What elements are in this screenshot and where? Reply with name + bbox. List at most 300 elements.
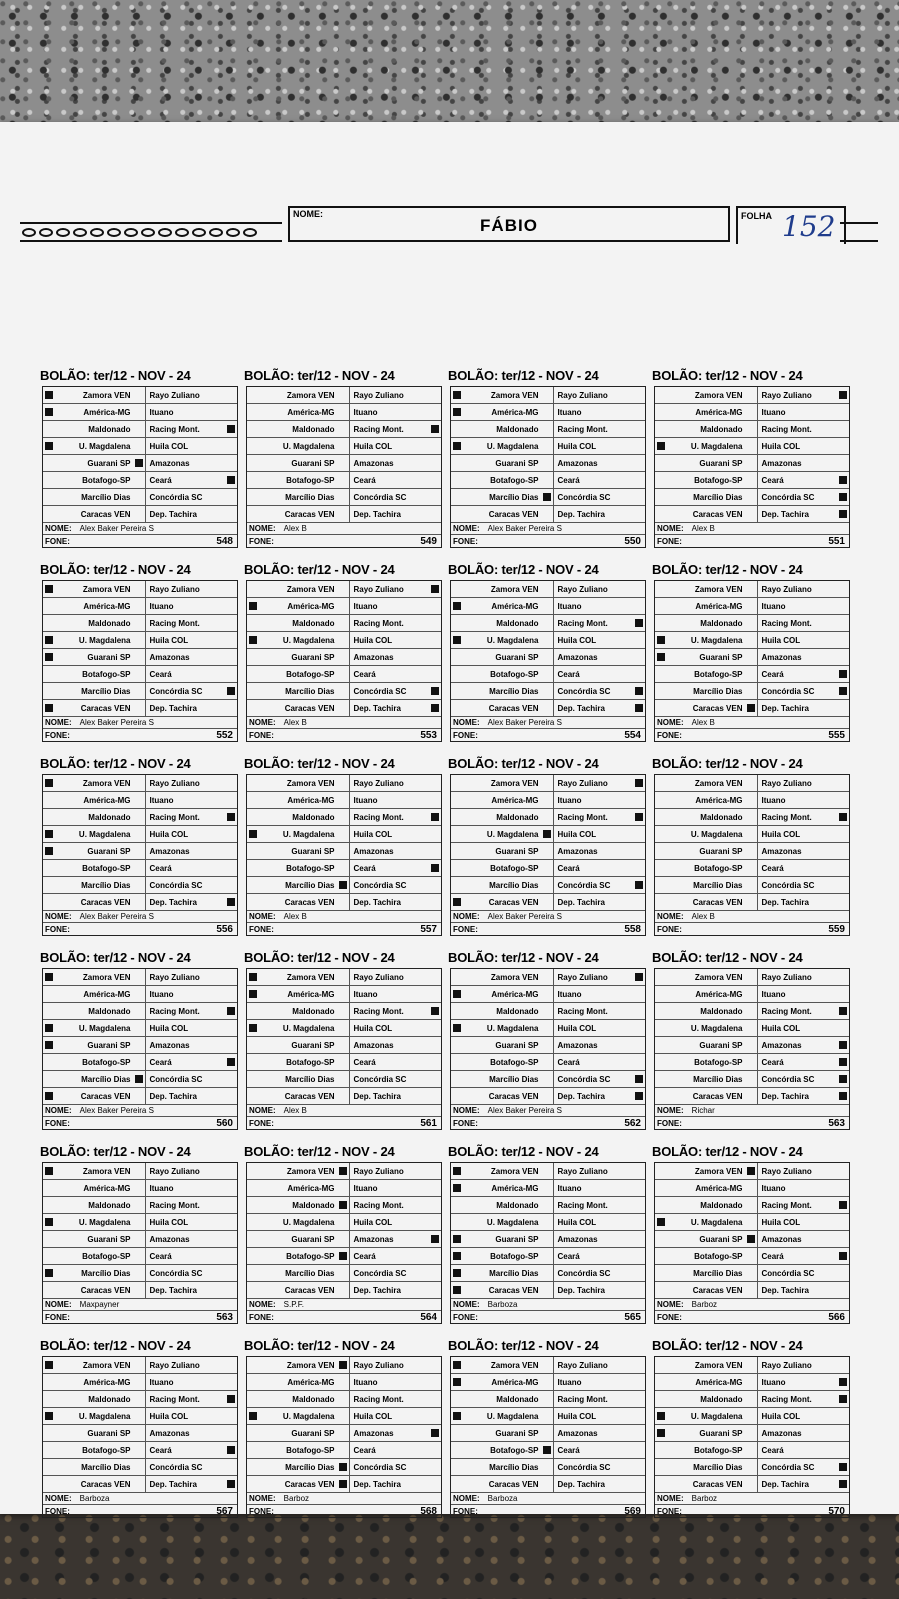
draw-checkbox[interactable] <box>747 813 755 821</box>
home-win-checkbox[interactable] <box>657 653 665 661</box>
home-win-checkbox[interactable] <box>249 973 257 981</box>
away-win-checkbox[interactable] <box>227 1058 235 1066</box>
home-win-checkbox[interactable] <box>249 1463 257 1471</box>
home-win-checkbox[interactable] <box>657 1058 665 1066</box>
home-win-checkbox[interactable] <box>657 1269 665 1277</box>
away-win-checkbox[interactable] <box>839 1058 847 1066</box>
draw-checkbox[interactable] <box>339 1361 347 1369</box>
home-win-checkbox[interactable] <box>249 1378 257 1386</box>
away-win-checkbox[interactable] <box>839 1201 847 1209</box>
home-win-checkbox[interactable] <box>657 813 665 821</box>
away-win-checkbox[interactable] <box>227 1429 235 1437</box>
home-win-checkbox[interactable] <box>249 1041 257 1049</box>
draw-checkbox[interactable] <box>747 796 755 804</box>
away-win-checkbox[interactable] <box>839 602 847 610</box>
home-win-checkbox[interactable] <box>453 881 461 889</box>
away-win-checkbox[interactable] <box>227 1446 235 1454</box>
home-win-checkbox[interactable] <box>45 1041 53 1049</box>
home-win-checkbox[interactable] <box>453 847 461 855</box>
home-win-checkbox[interactable] <box>657 493 665 501</box>
home-win-checkbox[interactable] <box>45 990 53 998</box>
away-win-checkbox[interactable] <box>839 476 847 484</box>
home-win-checkbox[interactable] <box>657 779 665 787</box>
draw-checkbox[interactable] <box>135 1092 143 1100</box>
draw-checkbox[interactable] <box>135 881 143 889</box>
home-win-checkbox[interactable] <box>45 1235 53 1243</box>
away-win-checkbox[interactable] <box>635 1480 643 1488</box>
draw-checkbox[interactable] <box>543 1463 551 1471</box>
away-win-checkbox[interactable] <box>431 1235 439 1243</box>
away-win-checkbox[interactable] <box>431 898 439 906</box>
home-win-checkbox[interactable] <box>249 670 257 678</box>
draw-checkbox[interactable] <box>543 1235 551 1243</box>
draw-checkbox[interactable] <box>339 1429 347 1437</box>
draw-checkbox[interactable] <box>543 1429 551 1437</box>
draw-checkbox[interactable] <box>543 602 551 610</box>
home-win-checkbox[interactable] <box>453 619 461 627</box>
draw-checkbox[interactable] <box>135 1286 143 1294</box>
away-win-checkbox[interactable] <box>839 510 847 518</box>
home-win-checkbox[interactable] <box>453 1075 461 1083</box>
away-win-checkbox[interactable] <box>635 1041 643 1049</box>
away-win-checkbox[interactable] <box>227 1286 235 1294</box>
away-win-checkbox[interactable] <box>635 1429 643 1437</box>
home-win-checkbox[interactable] <box>657 510 665 518</box>
home-win-checkbox[interactable] <box>453 898 461 906</box>
home-win-checkbox[interactable] <box>45 1201 53 1209</box>
home-win-checkbox[interactable] <box>657 973 665 981</box>
draw-checkbox[interactable] <box>339 1446 347 1454</box>
home-win-checkbox[interactable] <box>453 585 461 593</box>
away-win-checkbox[interactable] <box>227 585 235 593</box>
home-win-checkbox[interactable] <box>45 1378 53 1386</box>
home-win-checkbox[interactable] <box>45 1007 53 1015</box>
home-win-checkbox[interactable] <box>249 391 257 399</box>
draw-checkbox[interactable] <box>135 990 143 998</box>
home-win-checkbox[interactable] <box>249 1058 257 1066</box>
draw-checkbox[interactable] <box>543 1412 551 1420</box>
draw-checkbox[interactable] <box>135 636 143 644</box>
draw-checkbox[interactable] <box>747 1218 755 1226</box>
away-win-checkbox[interactable] <box>839 1429 847 1437</box>
draw-checkbox[interactable] <box>135 442 143 450</box>
draw-checkbox[interactable] <box>747 973 755 981</box>
away-win-checkbox[interactable] <box>227 1463 235 1471</box>
draw-checkbox[interactable] <box>747 653 755 661</box>
draw-checkbox[interactable] <box>747 1463 755 1471</box>
draw-checkbox[interactable] <box>135 1252 143 1260</box>
draw-checkbox[interactable] <box>339 1167 347 1175</box>
draw-checkbox[interactable] <box>543 510 551 518</box>
draw-checkbox[interactable] <box>339 1269 347 1277</box>
home-win-checkbox[interactable] <box>453 653 461 661</box>
home-win-checkbox[interactable] <box>249 476 257 484</box>
away-win-checkbox[interactable] <box>227 1395 235 1403</box>
away-win-checkbox[interactable] <box>635 442 643 450</box>
home-win-checkbox[interactable] <box>45 1024 53 1032</box>
away-win-checkbox[interactable] <box>839 1024 847 1032</box>
away-win-checkbox[interactable] <box>635 1184 643 1192</box>
home-win-checkbox[interactable] <box>45 1463 53 1471</box>
away-win-checkbox[interactable] <box>227 1007 235 1015</box>
draw-checkbox[interactable] <box>747 1041 755 1049</box>
away-win-checkbox[interactable] <box>431 1269 439 1277</box>
away-win-checkbox[interactable] <box>839 585 847 593</box>
away-win-checkbox[interactable] <box>431 881 439 889</box>
away-win-checkbox[interactable] <box>635 1218 643 1226</box>
home-win-checkbox[interactable] <box>45 1429 53 1437</box>
draw-checkbox[interactable] <box>543 1252 551 1260</box>
away-win-checkbox[interactable] <box>431 1446 439 1454</box>
home-win-checkbox[interactable] <box>453 459 461 467</box>
home-win-checkbox[interactable] <box>249 1092 257 1100</box>
away-win-checkbox[interactable] <box>839 704 847 712</box>
home-win-checkbox[interactable] <box>249 881 257 889</box>
draw-checkbox[interactable] <box>135 973 143 981</box>
draw-checkbox[interactable] <box>339 636 347 644</box>
away-win-checkbox[interactable] <box>635 687 643 695</box>
away-win-checkbox[interactable] <box>227 493 235 501</box>
home-win-checkbox[interactable] <box>249 990 257 998</box>
away-win-checkbox[interactable] <box>431 493 439 501</box>
home-win-checkbox[interactable] <box>249 1252 257 1260</box>
draw-checkbox[interactable] <box>543 796 551 804</box>
away-win-checkbox[interactable] <box>635 1167 643 1175</box>
away-win-checkbox[interactable] <box>431 687 439 695</box>
away-win-checkbox[interactable] <box>635 1075 643 1083</box>
away-win-checkbox[interactable] <box>635 585 643 593</box>
away-win-checkbox[interactable] <box>227 1252 235 1260</box>
away-win-checkbox[interactable] <box>635 1235 643 1243</box>
away-win-checkbox[interactable] <box>431 864 439 872</box>
home-win-checkbox[interactable] <box>657 1412 665 1420</box>
away-win-checkbox[interactable] <box>227 1092 235 1100</box>
home-win-checkbox[interactable] <box>45 442 53 450</box>
away-win-checkbox[interactable] <box>839 779 847 787</box>
home-win-checkbox[interactable] <box>453 1286 461 1294</box>
away-win-checkbox[interactable] <box>635 1024 643 1032</box>
away-win-checkbox[interactable] <box>635 653 643 661</box>
home-win-checkbox[interactable] <box>453 1235 461 1243</box>
home-win-checkbox[interactable] <box>453 1058 461 1066</box>
draw-checkbox[interactable] <box>543 1184 551 1192</box>
away-win-checkbox[interactable] <box>635 847 643 855</box>
draw-checkbox[interactable] <box>543 1167 551 1175</box>
draw-checkbox[interactable] <box>747 1024 755 1032</box>
home-win-checkbox[interactable] <box>45 1286 53 1294</box>
away-win-checkbox[interactable] <box>431 653 439 661</box>
home-win-checkbox[interactable] <box>249 1480 257 1488</box>
draw-checkbox[interactable] <box>339 1235 347 1243</box>
away-win-checkbox[interactable] <box>227 670 235 678</box>
away-win-checkbox[interactable] <box>839 670 847 678</box>
away-win-checkbox[interactable] <box>227 442 235 450</box>
away-win-checkbox[interactable] <box>839 408 847 416</box>
home-win-checkbox[interactable] <box>249 636 257 644</box>
draw-checkbox[interactable] <box>747 602 755 610</box>
draw-checkbox[interactable] <box>135 796 143 804</box>
away-win-checkbox[interactable] <box>227 1235 235 1243</box>
away-win-checkbox[interactable] <box>431 619 439 627</box>
away-win-checkbox[interactable] <box>839 391 847 399</box>
home-win-checkbox[interactable] <box>249 864 257 872</box>
home-win-checkbox[interactable] <box>249 830 257 838</box>
away-win-checkbox[interactable] <box>839 653 847 661</box>
away-win-checkbox[interactable] <box>839 493 847 501</box>
draw-checkbox[interactable] <box>747 1252 755 1260</box>
draw-checkbox[interactable] <box>543 425 551 433</box>
home-win-checkbox[interactable] <box>657 670 665 678</box>
away-win-checkbox[interactable] <box>635 1092 643 1100</box>
draw-checkbox[interactable] <box>135 1429 143 1437</box>
away-win-checkbox[interactable] <box>839 898 847 906</box>
home-win-checkbox[interactable] <box>657 881 665 889</box>
away-win-checkbox[interactable] <box>431 476 439 484</box>
draw-checkbox[interactable] <box>543 779 551 787</box>
away-win-checkbox[interactable] <box>635 476 643 484</box>
draw-checkbox[interactable] <box>543 493 551 501</box>
draw-checkbox[interactable] <box>747 1395 755 1403</box>
draw-checkbox[interactable] <box>135 1184 143 1192</box>
draw-checkbox[interactable] <box>543 990 551 998</box>
home-win-checkbox[interactable] <box>45 1167 53 1175</box>
away-win-checkbox[interactable] <box>431 1184 439 1192</box>
away-win-checkbox[interactable] <box>431 1361 439 1369</box>
away-win-checkbox[interactable] <box>227 1184 235 1192</box>
home-win-checkbox[interactable] <box>657 1378 665 1386</box>
away-win-checkbox[interactable] <box>431 1429 439 1437</box>
draw-checkbox[interactable] <box>135 1480 143 1488</box>
draw-checkbox[interactable] <box>543 459 551 467</box>
home-win-checkbox[interactable] <box>657 1092 665 1100</box>
home-win-checkbox[interactable] <box>249 1024 257 1032</box>
home-win-checkbox[interactable] <box>45 1269 53 1277</box>
home-win-checkbox[interactable] <box>657 1218 665 1226</box>
away-win-checkbox[interactable] <box>227 510 235 518</box>
draw-checkbox[interactable] <box>543 898 551 906</box>
home-win-checkbox[interactable] <box>45 796 53 804</box>
home-win-checkbox[interactable] <box>45 425 53 433</box>
away-win-checkbox[interactable] <box>431 1480 439 1488</box>
draw-checkbox[interactable] <box>339 881 347 889</box>
home-win-checkbox[interactable] <box>453 1361 461 1369</box>
home-win-checkbox[interactable] <box>45 898 53 906</box>
home-win-checkbox[interactable] <box>249 1201 257 1209</box>
home-win-checkbox[interactable] <box>45 391 53 399</box>
away-win-checkbox[interactable] <box>635 704 643 712</box>
away-win-checkbox[interactable] <box>227 779 235 787</box>
home-win-checkbox[interactable] <box>249 1286 257 1294</box>
away-win-checkbox[interactable] <box>431 1378 439 1386</box>
home-win-checkbox[interactable] <box>45 864 53 872</box>
home-win-checkbox[interactable] <box>249 1218 257 1226</box>
away-win-checkbox[interactable] <box>431 1007 439 1015</box>
draw-checkbox[interactable] <box>543 973 551 981</box>
draw-checkbox[interactable] <box>543 864 551 872</box>
home-win-checkbox[interactable] <box>657 585 665 593</box>
draw-checkbox[interactable] <box>135 813 143 821</box>
home-win-checkbox[interactable] <box>657 1446 665 1454</box>
home-win-checkbox[interactable] <box>45 585 53 593</box>
draw-checkbox[interactable] <box>339 1412 347 1420</box>
home-win-checkbox[interactable] <box>249 1184 257 1192</box>
draw-checkbox[interactable] <box>543 881 551 889</box>
home-win-checkbox[interactable] <box>249 425 257 433</box>
home-win-checkbox[interactable] <box>453 1269 461 1277</box>
draw-checkbox[interactable] <box>339 493 347 501</box>
draw-checkbox[interactable] <box>135 408 143 416</box>
away-win-checkbox[interactable] <box>431 990 439 998</box>
draw-checkbox[interactable] <box>543 1480 551 1488</box>
draw-checkbox[interactable] <box>747 391 755 399</box>
away-win-checkbox[interactable] <box>635 1412 643 1420</box>
away-win-checkbox[interactable] <box>227 990 235 998</box>
draw-checkbox[interactable] <box>543 1218 551 1226</box>
home-win-checkbox[interactable] <box>657 1429 665 1437</box>
draw-checkbox[interactable] <box>339 585 347 593</box>
away-win-checkbox[interactable] <box>839 1252 847 1260</box>
home-win-checkbox[interactable] <box>657 459 665 467</box>
away-win-checkbox[interactable] <box>839 1480 847 1488</box>
draw-checkbox[interactable] <box>339 847 347 855</box>
draw-checkbox[interactable] <box>339 1201 347 1209</box>
away-win-checkbox[interactable] <box>227 602 235 610</box>
away-win-checkbox[interactable] <box>839 1446 847 1454</box>
draw-checkbox[interactable] <box>543 813 551 821</box>
away-win-checkbox[interactable] <box>227 1480 235 1488</box>
away-win-checkbox[interactable] <box>635 1378 643 1386</box>
draw-checkbox[interactable] <box>543 636 551 644</box>
home-win-checkbox[interactable] <box>249 493 257 501</box>
draw-checkbox[interactable] <box>543 1269 551 1277</box>
home-win-checkbox[interactable] <box>657 864 665 872</box>
away-win-checkbox[interactable] <box>431 1218 439 1226</box>
away-win-checkbox[interactable] <box>635 864 643 872</box>
away-win-checkbox[interactable] <box>227 864 235 872</box>
draw-checkbox[interactable] <box>339 476 347 484</box>
home-win-checkbox[interactable] <box>657 1075 665 1083</box>
home-win-checkbox[interactable] <box>249 602 257 610</box>
draw-checkbox[interactable] <box>135 619 143 627</box>
away-win-checkbox[interactable] <box>635 1446 643 1454</box>
draw-checkbox[interactable] <box>543 1058 551 1066</box>
home-win-checkbox[interactable] <box>657 898 665 906</box>
home-win-checkbox[interactable] <box>45 493 53 501</box>
away-win-checkbox[interactable] <box>839 864 847 872</box>
draw-checkbox[interactable] <box>135 830 143 838</box>
draw-checkbox[interactable] <box>135 1361 143 1369</box>
home-win-checkbox[interactable] <box>453 1007 461 1015</box>
away-win-checkbox[interactable] <box>227 704 235 712</box>
home-win-checkbox[interactable] <box>45 1252 53 1260</box>
away-win-checkbox[interactable] <box>839 425 847 433</box>
home-win-checkbox[interactable] <box>453 425 461 433</box>
home-win-checkbox[interactable] <box>249 779 257 787</box>
draw-checkbox[interactable] <box>543 442 551 450</box>
draw-checkbox[interactable] <box>339 442 347 450</box>
away-win-checkbox[interactable] <box>227 459 235 467</box>
home-win-checkbox[interactable] <box>657 1463 665 1471</box>
away-win-checkbox[interactable] <box>227 973 235 981</box>
away-win-checkbox[interactable] <box>431 847 439 855</box>
draw-checkbox[interactable] <box>135 653 143 661</box>
home-win-checkbox[interactable] <box>45 881 53 889</box>
draw-checkbox[interactable] <box>339 408 347 416</box>
draw-checkbox[interactable] <box>135 670 143 678</box>
draw-checkbox[interactable] <box>135 1167 143 1175</box>
draw-checkbox[interactable] <box>339 653 347 661</box>
draw-checkbox[interactable] <box>747 1201 755 1209</box>
draw-checkbox[interactable] <box>543 1201 551 1209</box>
away-win-checkbox[interactable] <box>839 1361 847 1369</box>
away-win-checkbox[interactable] <box>635 1395 643 1403</box>
away-win-checkbox[interactable] <box>227 898 235 906</box>
home-win-checkbox[interactable] <box>453 408 461 416</box>
draw-checkbox[interactable] <box>747 687 755 695</box>
away-win-checkbox[interactable] <box>227 1361 235 1369</box>
draw-checkbox[interactable] <box>135 1007 143 1015</box>
home-win-checkbox[interactable] <box>45 459 53 467</box>
draw-checkbox[interactable] <box>747 779 755 787</box>
away-win-checkbox[interactable] <box>635 898 643 906</box>
away-win-checkbox[interactable] <box>635 813 643 821</box>
draw-checkbox[interactable] <box>747 1412 755 1420</box>
draw-checkbox[interactable] <box>747 1058 755 1066</box>
home-win-checkbox[interactable] <box>45 510 53 518</box>
draw-checkbox[interactable] <box>543 408 551 416</box>
draw-checkbox[interactable] <box>339 973 347 981</box>
away-win-checkbox[interactable] <box>227 1412 235 1420</box>
home-win-checkbox[interactable] <box>249 1395 257 1403</box>
home-win-checkbox[interactable] <box>657 1286 665 1294</box>
home-win-checkbox[interactable] <box>453 704 461 712</box>
draw-checkbox[interactable] <box>543 1446 551 1454</box>
draw-checkbox[interactable] <box>339 1378 347 1386</box>
home-win-checkbox[interactable] <box>453 1041 461 1049</box>
away-win-checkbox[interactable] <box>431 1252 439 1260</box>
away-win-checkbox[interactable] <box>839 813 847 821</box>
away-win-checkbox[interactable] <box>227 830 235 838</box>
away-win-checkbox[interactable] <box>431 973 439 981</box>
home-win-checkbox[interactable] <box>657 1041 665 1049</box>
draw-checkbox[interactable] <box>747 864 755 872</box>
away-win-checkbox[interactable] <box>839 619 847 627</box>
away-win-checkbox[interactable] <box>839 687 847 695</box>
away-win-checkbox[interactable] <box>839 1218 847 1226</box>
away-win-checkbox[interactable] <box>227 1201 235 1209</box>
away-win-checkbox[interactable] <box>839 442 847 450</box>
draw-checkbox[interactable] <box>339 1395 347 1403</box>
draw-checkbox[interactable] <box>543 1286 551 1294</box>
draw-checkbox[interactable] <box>135 425 143 433</box>
draw-checkbox[interactable] <box>135 1395 143 1403</box>
draw-checkbox[interactable] <box>135 1201 143 1209</box>
draw-checkbox[interactable] <box>543 1007 551 1015</box>
away-win-checkbox[interactable] <box>839 636 847 644</box>
away-win-checkbox[interactable] <box>839 1378 847 1386</box>
away-win-checkbox[interactable] <box>839 990 847 998</box>
home-win-checkbox[interactable] <box>453 990 461 998</box>
draw-checkbox[interactable] <box>747 990 755 998</box>
away-win-checkbox[interactable] <box>839 973 847 981</box>
home-win-checkbox[interactable] <box>453 510 461 518</box>
away-win-checkbox[interactable] <box>227 476 235 484</box>
draw-checkbox[interactable] <box>747 1361 755 1369</box>
draw-checkbox[interactable] <box>747 1446 755 1454</box>
draw-checkbox[interactable] <box>747 847 755 855</box>
home-win-checkbox[interactable] <box>657 1184 665 1192</box>
draw-checkbox[interactable] <box>339 687 347 695</box>
